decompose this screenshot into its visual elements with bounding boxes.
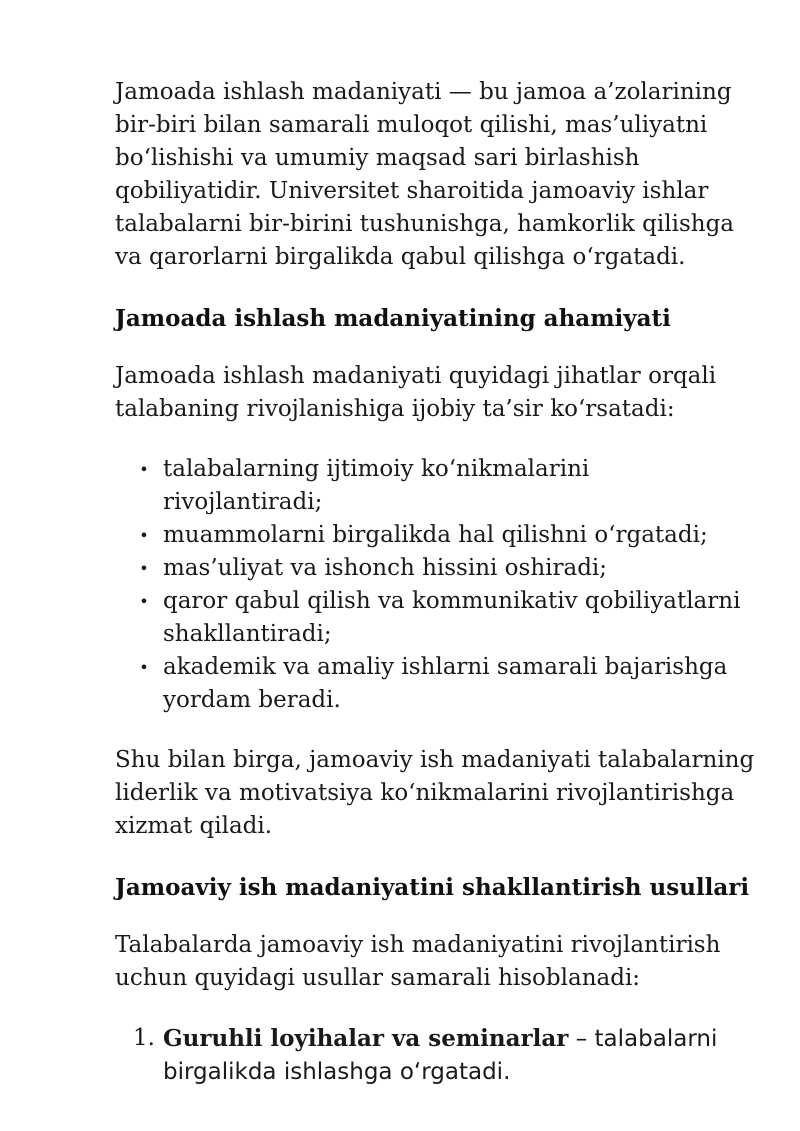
list-item [139, 519, 755, 552]
document-page [115, 76, 755, 1089]
list-item [133, 1022, 755, 1089]
list-item [139, 552, 755, 585]
method-title: Guruhli loyihalar va seminarlar [163, 1025, 569, 1052]
bullet-icon: • [139, 592, 149, 611]
list-item-text: muammolarni birgalikda hal qilishni o‘rgatadi; [163, 522, 708, 548]
intro-paragraph: Jamoada ishlash madaniyati — bu jamoa a’zolarining bir-biri bilan samarali muloqot qilishi, mas’uliyatni bo‘lishishi va umumiy maqsad sari birlashish qobiliyatidir. Universitet sharoitida jamoaviy ishlar talabalarni bir-birini tushunishga, hamkorlik qilishga va qarorlarni birgalikda qabul qilishga o‘rgatadi. [115, 79, 735, 270]
list-item [139, 651, 755, 717]
bullet-icon: • [139, 658, 149, 677]
importance-bullet-list [115, 453, 755, 717]
list-item-text: mas’uliyat va ishonch hissini oshiradi; [163, 555, 608, 581]
list-item-text: akademik va amaliy ishlarni samarali bajarishga yordam beradi. [163, 654, 728, 713]
bullet-icon: • [139, 526, 149, 545]
list-item-text: talabalarning ijtimoiy ko‘nikmalarini rivojlantiradi; [163, 456, 590, 515]
list-item-text: qaror qabul qilish va kommunikativ qobiliyatlarni shakllantiradi; [163, 588, 741, 647]
list-item [139, 585, 755, 651]
method-description: – talabalarni birgalikda ishlashga o‘rgatadi. [163, 1026, 718, 1085]
list-item [139, 453, 755, 519]
section-heading-methods: Jamoaviy ish madaniyatini shakllantirish usullari [115, 874, 750, 901]
list-number: 1. [133, 1025, 155, 1051]
methods-numbered-list [115, 1022, 755, 1089]
bullet-icon: • [139, 559, 149, 578]
importance-lead-paragraph: Jamoada ishlash madaniyati quyidagi jihatlar orqali talabaning rivojlanishiga ijobiy ta’sir ko‘rsatadi: [115, 363, 717, 422]
importance-closing-paragraph: Shu bilan birga, jamoaviy ish madaniyati talabalarning liderlik va motivatsiya ko‘nikmalarini rivojlantirishga xizmat qiladi. [115, 747, 755, 839]
bullet-icon: • [139, 460, 149, 479]
methods-lead-paragraph: Talabalarda jamoaviy ish madaniyatini rivojlantirish uchun quyidagi usullar samarali hisoblanadi: [115, 932, 721, 991]
section-heading-importance: Jamoada ishlash madaniyatining ahamiyati [115, 305, 671, 332]
